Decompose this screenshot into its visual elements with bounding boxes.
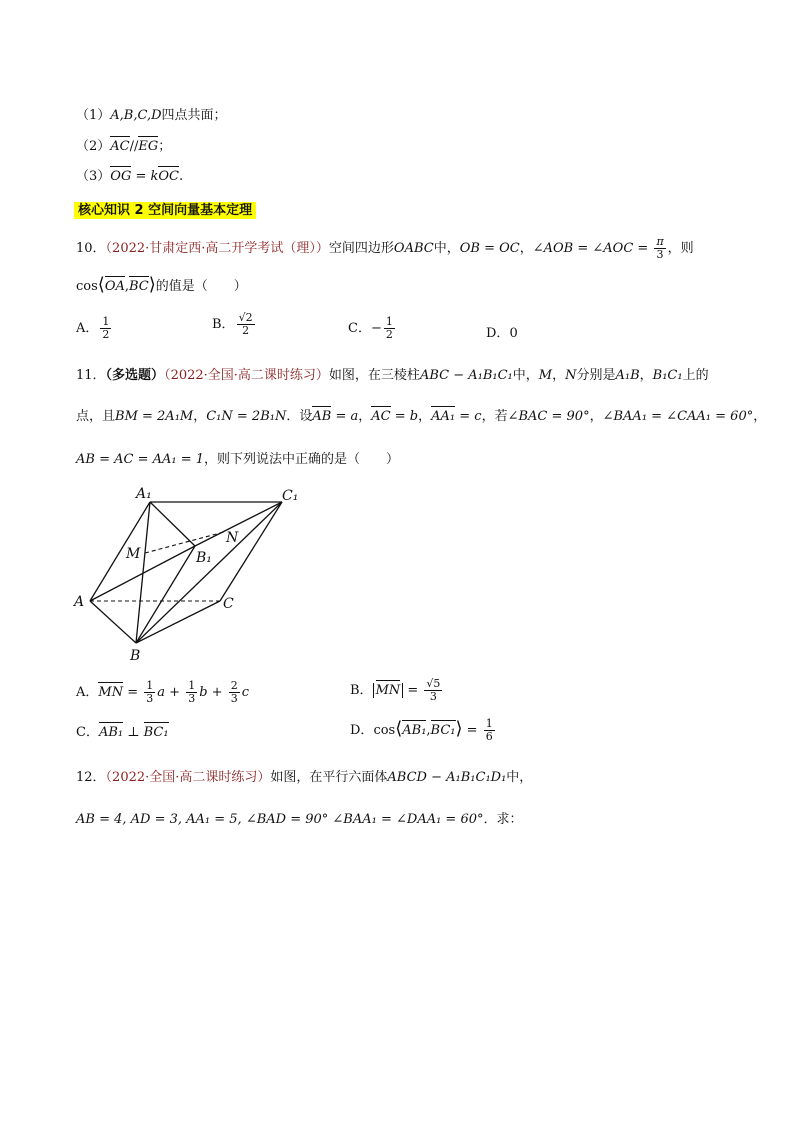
math-angle: ∠BAC = 90° [507, 409, 590, 424]
question-text: 如图，在三棱柱 [328, 368, 420, 383]
question-text: 中， [433, 241, 460, 256]
question-source: （2022·甘肃定西·高二开学考试（理）） [105, 241, 329, 256]
question-source: （2022·全国·高二课时练习） [105, 770, 271, 785]
option-fraction: $\frac{1}{2}$ [385, 315, 393, 341]
label-c: C [223, 596, 234, 612]
question-11-line-1 [76, 364, 709, 383]
perpendicular-symbol: ⊥ [123, 725, 144, 740]
minus-sign: − [370, 321, 382, 336]
question-text: ，若 [481, 409, 508, 424]
separator: ， [639, 368, 653, 383]
condition-1 [76, 104, 227, 123]
option-label: C． [76, 725, 99, 740]
math-prism: ABC − A₁B₁C₁ [419, 368, 513, 383]
option-label: A． [76, 685, 99, 700]
q11-option-a[interactable]: A．MN = $\frac{1}{3}$ a + $\frac{1}{3}$ b + $\frac{2}{3}$ c [76, 679, 249, 705]
math-segment: B₁C₁ [652, 368, 683, 383]
prism-figure [60, 478, 320, 668]
separator: ， [193, 409, 207, 424]
math-angle: ∠BAA₁ = ∠CAA₁ = 60° [602, 409, 754, 424]
section-title: 核心知识 2 空间向量基本定理 [74, 202, 256, 219]
math-solid: ABCD − A₁B₁C₁D₁ [387, 770, 507, 785]
vector-og: OG [110, 164, 131, 184]
vector-oc: OC [158, 164, 179, 184]
vector-bc: BC [129, 274, 149, 294]
question-text: ．求： [483, 812, 523, 827]
vector-eg: EG [138, 134, 158, 154]
question-text: ，则下列说法中正确的是（ ） [204, 452, 400, 467]
vector-mn: MN [376, 678, 401, 698]
separator: ， [552, 368, 566, 383]
segment-a-b1 [90, 546, 195, 601]
q11-option-b[interactable]: B． MN = $\frac{√5}{3}$ [350, 677, 441, 703]
question-11-line-3 [76, 448, 399, 467]
magnitude [373, 683, 404, 698]
condition-text: ； [158, 139, 172, 154]
q11-option-d[interactable]: D．cos⟨AB₁,BC₁⟩ = $\frac{1}{6}$ [350, 717, 493, 743]
option-label: D． [486, 326, 510, 341]
label-b: B [130, 648, 141, 664]
question-text: 点，且 [76, 409, 116, 424]
question-text: 如图，在平行六面体 [270, 770, 388, 785]
math-point-m: M [538, 368, 553, 383]
option-fraction: $\frac{√2}{2}$ [238, 311, 253, 337]
math-point-n: N [565, 368, 577, 383]
option-fraction: $\frac{1}{2}$ [102, 315, 110, 341]
vector-ab1: AB₁ [402, 718, 426, 738]
separator: ， [519, 241, 533, 256]
question-source: （2022·全国·高二课时练习） [164, 368, 329, 383]
condition-2 [76, 134, 171, 154]
edge-c-c1 [220, 502, 282, 601]
vector-ab1: AB₁ [99, 720, 123, 740]
option-label: D． [350, 723, 374, 738]
question-number: 11． [76, 368, 106, 383]
vector-b: b [409, 409, 419, 424]
option-label: C． [348, 321, 371, 336]
math-quadrilateral: OABC [393, 241, 434, 256]
vector-a: a [350, 409, 359, 424]
vector-oa: OA [105, 274, 125, 294]
cos-function: cos [76, 279, 98, 294]
condition-number: （1） [76, 108, 111, 123]
q10-option-a[interactable] [76, 316, 113, 341]
multi-choice-tag: （多选题） [105, 368, 165, 383]
vector-aa1: AA₁ [431, 404, 455, 424]
vector-ac: AC [371, 404, 390, 424]
question-text: 中， [512, 368, 539, 383]
edge-a-b [90, 601, 136, 643]
segment-b-c1 [136, 502, 282, 643]
condition-number: （2） [76, 139, 111, 154]
label-a1: A₁ [136, 486, 152, 502]
label-b1: B₁ [196, 550, 212, 566]
math-condition: AB = AC = AA₁ = 1 [76, 452, 205, 467]
q10-option-b[interactable] [212, 312, 257, 337]
question-number: 10． [76, 241, 106, 256]
label-m: M [126, 546, 141, 562]
parallel-symbol: // [129, 139, 139, 154]
question-text: ．设 [286, 409, 313, 424]
segment-b-a1 [136, 502, 150, 643]
cos-function: cos [373, 723, 396, 738]
question-10-line-1 [76, 236, 694, 262]
question-text: 的值是（ ） [155, 279, 247, 294]
condition-text: . [178, 169, 184, 184]
question-text: 上的 [682, 368, 709, 383]
condition-3 [76, 164, 183, 184]
question-11-line-2: 点，且BM = 2A₁M，C₁N = 2B₁N．设AB = a，AC = b，AA₁ = c，若∠BAC = 90°，∠BAA₁ = ∠CAA₁ = 60°， [76, 404, 766, 424]
edge-a1-b1 [150, 502, 195, 546]
question-number: 12． [76, 770, 106, 785]
question-text: ，则 [667, 241, 694, 256]
math-angle-condition: ∠AOB = ∠AOC = [532, 241, 653, 256]
q10-option-d[interactable] [486, 322, 518, 341]
question-text: 分别是 [576, 368, 616, 383]
vector-ac: AC [110, 134, 129, 154]
question-text: 空间四边形 [328, 241, 394, 256]
option-label: A． [76, 321, 99, 336]
vector-ab: AB [312, 404, 331, 424]
equals-k: = k [131, 169, 159, 184]
option-label: B． [212, 317, 235, 332]
section-heading [74, 199, 256, 218]
math-condition: OB = OC [459, 241, 520, 256]
math-segment: A₁B [615, 368, 640, 383]
label-n: N [226, 530, 239, 546]
option-value: 0 [509, 326, 518, 341]
question-12-line-1 [76, 766, 532, 785]
math-condition: C₁N = 2B₁N [206, 409, 287, 424]
math-points: A,B,C,D [110, 108, 162, 123]
math-conditions: AB = 4, AD = 3, AA₁ = 5, ∠BAD = 90° ∠BAA₁ = ∠DAA₁ = 60° [76, 812, 484, 827]
q11-option-c[interactable] [76, 720, 169, 740]
vector-bc1: BC₁ [431, 718, 456, 738]
question-12-line-2 [76, 808, 523, 827]
vector-mn: MN [98, 680, 123, 700]
question-text: 中， [506, 770, 533, 785]
fraction-pi-over-3: $\frac{\pi}{3}$ [656, 235, 664, 261]
vector-bc1: BC₁ [144, 720, 169, 740]
condition-number: （3） [76, 169, 111, 184]
question-10-line-2: cos⟨OA,BC⟩的值是（ ） [76, 274, 247, 295]
math-condition: BM = 2A₁M [115, 409, 194, 424]
vector-c: c [474, 409, 482, 424]
condition-text: 四点共面； [161, 108, 227, 123]
q10-option-c[interactable] [348, 316, 397, 341]
option-label: B． [350, 683, 373, 698]
label-c1: C₁ [282, 488, 299, 504]
label-a: A [74, 594, 85, 610]
